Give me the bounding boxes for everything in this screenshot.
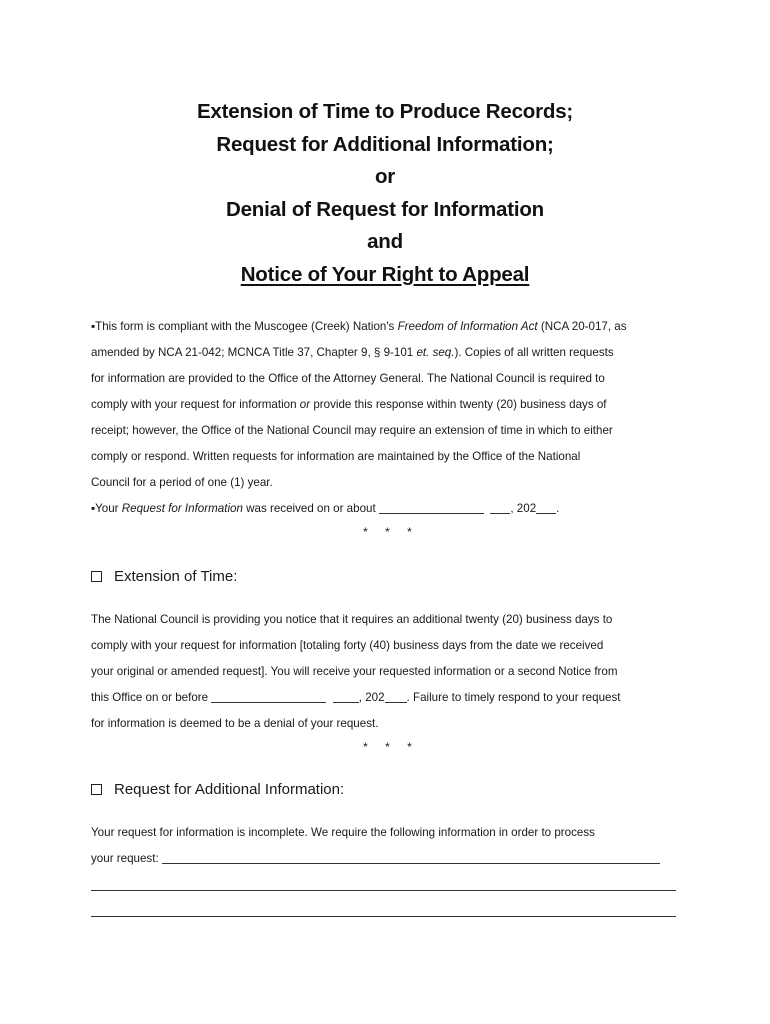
before-month-day-blank[interactable]	[211, 688, 326, 703]
received-day-blank[interactable]	[490, 499, 510, 514]
title-line-3: or	[374, 165, 396, 188]
title-line-1: Extension of Time to Produce Records;	[196, 100, 574, 123]
extension-line: for information is deemed to be a denial of your request.	[91, 717, 379, 730]
extension-text: . Failure to timely respond to your request	[406, 691, 621, 704]
additional-info-blank-2[interactable]	[91, 890, 676, 891]
section-divider: * * *	[363, 740, 419, 754]
extension-heading	[91, 568, 237, 585]
intro-text: was received on or about	[242, 502, 379, 515]
intro-text: ▪Your	[91, 502, 122, 515]
or-text: or	[299, 398, 311, 411]
intro-line: receipt; however, the Office of the National Council may require an extension of time in which to either	[91, 424, 613, 437]
extension-checkbox[interactable]	[91, 571, 102, 582]
intro-line	[91, 314, 691, 340]
extension-heading-label: Extension of Time:	[114, 568, 238, 585]
year-prefix-text: , 202	[358, 691, 385, 704]
year-prefix-text: , 202	[510, 502, 537, 515]
your-request-line	[91, 846, 691, 872]
title-appeal-text: Notice of Your Right to Appeal	[240, 262, 530, 286]
intro-line	[91, 392, 691, 418]
extension-line: your original or amended request]. You will receive your requested information or a second Notice from	[91, 665, 618, 678]
intro-line: for information are provided to the Office of the Attorney General. The National Council is required to	[91, 372, 605, 385]
before-day-blank[interactable]	[333, 688, 359, 703]
intro-text: comply with your request for information	[91, 398, 300, 411]
title-line-5: and	[367, 230, 403, 253]
additional-info-blank-1[interactable]	[162, 849, 660, 864]
additional-info-heading-label: Request for Additional Information:	[114, 781, 345, 798]
on-or-before-line	[91, 685, 691, 711]
extension-line: comply with your request for information [totaling forty (40) business days from the date we received	[91, 639, 604, 652]
intro-line: comply or respond. Written requests for information are maintained by the Office of the National	[91, 450, 581, 463]
received-year-blank[interactable]	[536, 499, 556, 514]
additional-info-blank-3[interactable]	[91, 916, 676, 917]
extension-text: this Office on or before	[91, 691, 212, 704]
intro-text: ). Copies of all written requests	[454, 346, 614, 359]
additional-info-line: Your request for information is incomplete. We require the following information in order to process	[91, 826, 595, 839]
additional-info-paragraph	[91, 820, 691, 872]
section-divider: * * *	[363, 525, 419, 539]
received-month-day-blank[interactable]	[379, 499, 484, 514]
intro-line: Council for a period of one (1) year.	[91, 476, 273, 489]
intro-text: amended by NCA 21-042; MCNCA Title 37, Chapter 9, § 9-101	[91, 346, 417, 359]
before-year-blank[interactable]	[385, 688, 407, 703]
extension-paragraph	[91, 607, 691, 757]
your-request-label: your request:	[91, 852, 159, 865]
intro-text: ▪This form is compliant with the Muscogee (Creek) Nation's	[91, 320, 398, 333]
intro-line	[91, 340, 691, 366]
request-for-info-text: Request for Information	[121, 502, 243, 515]
et-seq-text: et. seq.	[416, 346, 455, 359]
intro-text: (NCA 20-017, as	[537, 320, 627, 333]
foia-act-name: Freedom of Information Act	[397, 320, 538, 333]
title-line-6	[0, 259, 770, 292]
extension-line: The National Council is providing you notice that it requires an additional twenty (20) business days to	[91, 613, 613, 626]
additional-info-heading	[91, 781, 344, 798]
intro-paragraph	[91, 314, 691, 542]
period-text: .	[556, 502, 560, 515]
document-title	[0, 96, 770, 291]
title-line-4: Denial of Request for Information	[226, 197, 544, 221]
title-line-2: Request for Additional Information;	[216, 132, 554, 156]
additional-info-checkbox[interactable]	[91, 784, 102, 795]
received-date-line	[91, 496, 691, 522]
intro-text: provide this response within twenty (20) business days of	[310, 398, 607, 411]
